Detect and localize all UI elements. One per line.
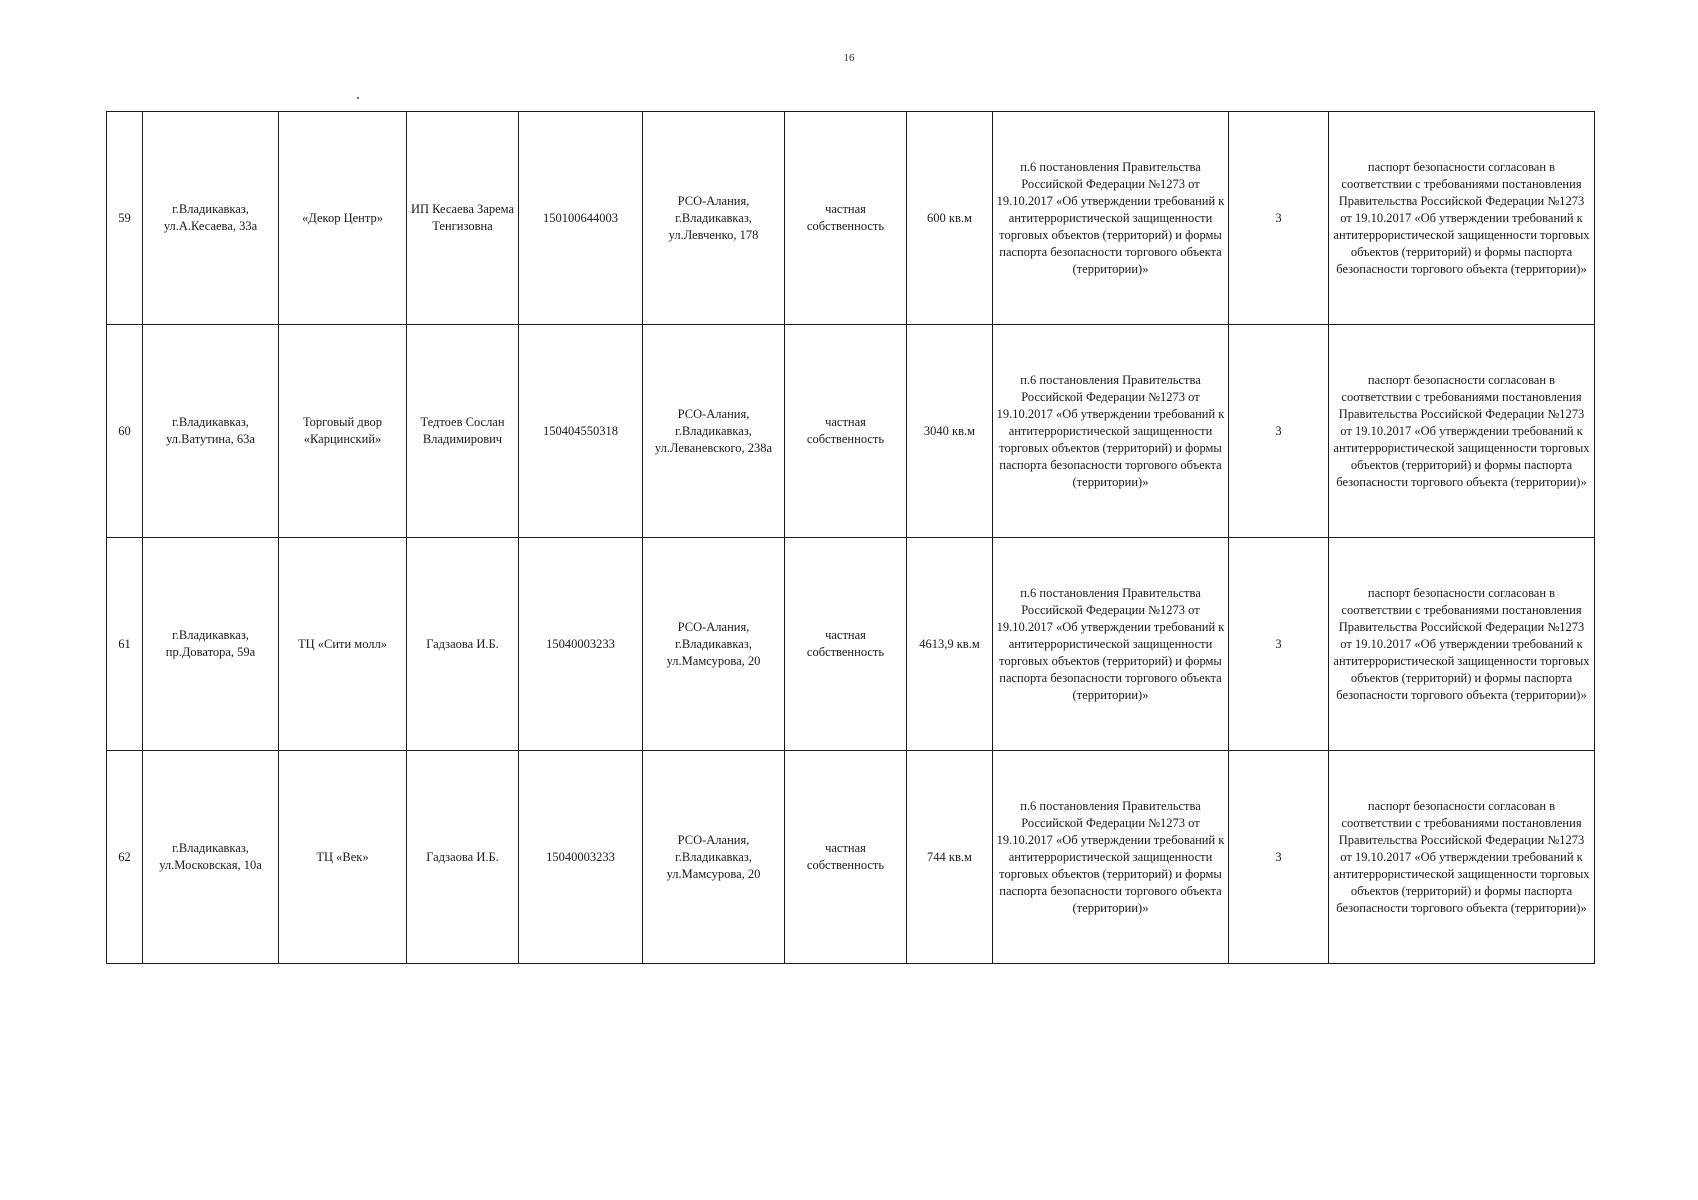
inn-cell: 15040003233 bbox=[519, 751, 643, 964]
category-cell: 3 bbox=[1229, 325, 1329, 538]
owner-name-cell: Тедтоев Сослан Владимирович bbox=[407, 325, 519, 538]
table-row bbox=[107, 538, 1595, 751]
legal-basis-cell: п.6 постановления Правительства Российской Федерации №1273 от 19.10.2017 «Об утверждении требований к антитеррористической защищенности торговых объектов (территорий) и формы паспорта безопасности торгового объекта (территории)» bbox=[993, 751, 1229, 964]
category-cell: 3 bbox=[1229, 751, 1329, 964]
legal-basis-cell: п.6 постановления Правительства Российской Федерации №1273 от 19.10.2017 «Об утверждении требований к антитеррористической защищенности торговых объектов (территорий) и формы паспорта безопасности торгового объекта (территории)» bbox=[993, 112, 1229, 325]
owner-address-cell: РСО-Алания, г.Владикавказ, ул.Мамсурова, 20 bbox=[643, 751, 785, 964]
object-address-cell: г.Владикавказ, ул.Ватутина, 63а bbox=[143, 325, 279, 538]
row-number-cell: 60 bbox=[107, 325, 143, 538]
object-name-cell: ТЦ «Век» bbox=[279, 751, 407, 964]
owner-name-cell: Гадзаова И.Б. bbox=[407, 538, 519, 751]
object-address-cell: г.Владикавказ, пр.Доватора, 59а bbox=[143, 538, 279, 751]
owner-address-cell: РСО-Алания, г.Владикавказ, ул.Левченко, 178 bbox=[643, 112, 785, 325]
ownership-form-cell: частная собственность bbox=[785, 538, 907, 751]
area-cell: 744 кв.м bbox=[907, 751, 993, 964]
page-number: 16 bbox=[843, 52, 855, 64]
ownership-form-cell: частная собственность bbox=[785, 325, 907, 538]
object-address-cell: г.Владикавказ, ул.Московская, 10а bbox=[143, 751, 279, 964]
area-cell: 3040 кв.м bbox=[907, 325, 993, 538]
passport-status-cell: паспорт безопасности согласован в соответствии с требованиями постановления Правительства Российской Федерации №1273 от 19.10.2017 «Об утверждении требований к антитеррористической защищенности торговых объектов (территорий) и формы паспорта безопасности торгового объекта (территории)» bbox=[1329, 538, 1595, 751]
inn-cell: 15040003233 bbox=[519, 538, 643, 751]
passport-status-cell: паспорт безопасности согласован в соответствии с требованиями постановления Правительства Российской Федерации №1273 от 19.10.2017 «Об утверждении требований к антитеррористической защищенности торговых объектов (территорий) и формы паспорта безопасности торгового объекта (территории)» bbox=[1329, 112, 1595, 325]
object-address-cell: г.Владикавказ, ул.А.Кесаева, 33а bbox=[143, 112, 279, 325]
table-row bbox=[107, 751, 1595, 964]
scan-speck bbox=[357, 97, 359, 99]
owner-name-cell: Гадзаова И.Б. bbox=[407, 751, 519, 964]
object-name-cell: ТЦ «Сити молл» bbox=[279, 538, 407, 751]
row-number-cell: 62 bbox=[107, 751, 143, 964]
table-body bbox=[107, 112, 1595, 964]
inn-cell: 150100644003 bbox=[519, 112, 643, 325]
passport-status-cell: паспорт безопасности согласован в соответствии с требованиями постановления Правительства Российской Федерации №1273 от 19.10.2017 «Об утверждении требований к антитеррористической защищенности торговых объектов (территорий) и формы паспорта безопасности торгового объекта (территории)» bbox=[1329, 325, 1595, 538]
owner-address-cell: РСО-Алания, г.Владикавказ, ул.Мамсурова, 20 bbox=[643, 538, 785, 751]
area-cell: 600 кв.м bbox=[907, 112, 993, 325]
area-cell: 4613,9 кв.м bbox=[907, 538, 993, 751]
category-cell: 3 bbox=[1229, 538, 1329, 751]
row-number-cell: 61 bbox=[107, 538, 143, 751]
object-name-cell: Торговый двор «Карцинский» bbox=[279, 325, 407, 538]
inn-cell: 150404550318 bbox=[519, 325, 643, 538]
owner-address-cell: РСО-Алания, г.Владикавказ, ул.Леваневского, 238а bbox=[643, 325, 785, 538]
owner-name-cell: ИП Кесаева Зарема Тенгизовна bbox=[407, 112, 519, 325]
legal-basis-cell: п.6 постановления Правительства Российской Федерации №1273 от 19.10.2017 «Об утверждении требований к антитеррористической защищенности торговых объектов (территорий) и формы паспорта безопасности торгового объекта (территории)» bbox=[993, 325, 1229, 538]
object-name-cell: «Декор Центр» bbox=[279, 112, 407, 325]
table-row bbox=[107, 112, 1595, 325]
trade-objects-table bbox=[106, 111, 1595, 964]
category-cell: 3 bbox=[1229, 112, 1329, 325]
passport-status-cell: паспорт безопасности согласован в соответствии с требованиями постановления Правительства Российской Федерации №1273 от 19.10.2017 «Об утверждении требований к антитеррористической защищенности торговых объектов (территорий) и формы паспорта безопасности торгового объекта (территории)» bbox=[1329, 751, 1595, 964]
ownership-form-cell: частная собственность bbox=[785, 112, 907, 325]
table-row bbox=[107, 325, 1595, 538]
ownership-form-cell: частная собственность bbox=[785, 751, 907, 964]
legal-basis-cell: п.6 постановления Правительства Российской Федерации №1273 от 19.10.2017 «Об утверждении требований к антитеррористической защищенности торговых объектов (территорий) и формы паспорта безопасности торгового объекта (территории)» bbox=[993, 538, 1229, 751]
row-number-cell: 59 bbox=[107, 112, 143, 325]
